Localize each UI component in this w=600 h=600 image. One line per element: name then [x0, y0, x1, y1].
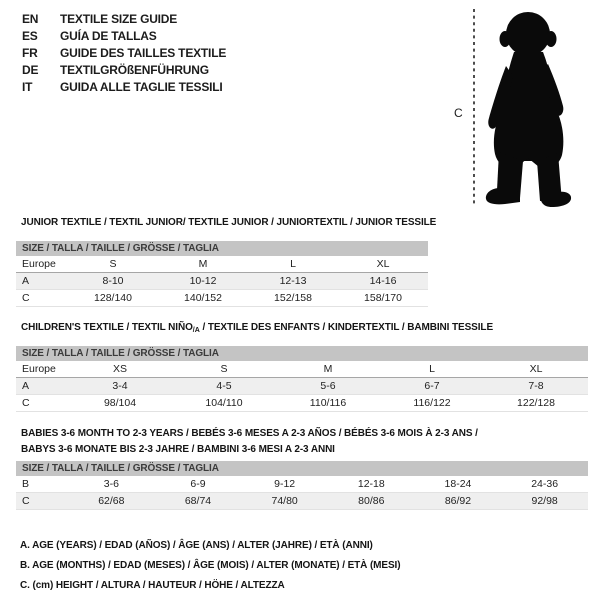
cell: 10-12	[158, 273, 248, 290]
table-row-europe	[16, 256, 428, 273]
cell: 140/152	[158, 290, 248, 307]
title-subscript: /A	[192, 327, 200, 334]
cell: M	[276, 361, 380, 378]
cell: 98/104	[68, 395, 172, 412]
language-row-de	[22, 61, 226, 78]
language-row-fr	[22, 45, 226, 62]
cell: 7-8	[484, 378, 588, 395]
cell: 116/122	[380, 395, 484, 412]
cell: XL	[338, 256, 428, 273]
cell: 14-16	[338, 273, 428, 290]
cell: 152/158	[248, 290, 338, 307]
row-label: A	[16, 378, 68, 395]
language-label: GUIDE DES TAILLES TEXTILE	[60, 45, 227, 60]
junior-size-table	[16, 241, 428, 307]
language-code: EN	[22, 12, 39, 27]
cell: L	[380, 361, 484, 378]
size-header-bar	[16, 241, 428, 256]
row-label: C	[16, 290, 68, 307]
height-measure-line	[472, 9, 476, 209]
size-header-bar	[16, 346, 588, 361]
cell: 6-7	[380, 378, 484, 395]
baby-head	[506, 12, 550, 56]
cell: XS	[68, 361, 172, 378]
table-row-months	[16, 476, 588, 493]
size-header-label: SIZE / TALLA / TAILLE / GRÖSSE / TAGLIA	[16, 346, 588, 361]
cell: 128/140	[68, 290, 158, 307]
cell: L	[248, 256, 338, 273]
cell: 110/116	[276, 395, 380, 412]
junior-table-title: JUNIOR TEXTILE / TEXTIL JUNIOR/ TEXTILE JUNIOR / JUNIORTEXTIL / JUNIOR TESSILE	[21, 217, 437, 228]
table-row-height	[16, 493, 588, 510]
footnote-c: C. (cm) HEIGHT / ALTURA / HAUTEUR / HÖHE / ALTEZZA	[20, 580, 285, 591]
cell: 74/80	[241, 493, 328, 510]
title-pre: CHILDREN'S TEXTILE / TEXTIL NIÑO	[21, 322, 193, 333]
row-label: C	[16, 395, 68, 412]
table-row-height	[16, 395, 588, 412]
measure-label-c: C	[454, 106, 463, 120]
footnote-a: A. AGE (YEARS) / EDAD (AÑOS) / ÂGE (ANS) / ALTER (JAHRE) / ETÀ (ANNI)	[20, 540, 373, 551]
table-row-age	[16, 273, 428, 290]
language-code: IT	[22, 79, 33, 94]
baby-right-foot	[540, 192, 571, 207]
language-code: FR	[22, 45, 38, 60]
cell: 12-18	[328, 476, 415, 493]
row-label: Europe	[16, 361, 68, 378]
cell: 122/128	[484, 395, 588, 412]
language-row-en	[22, 11, 226, 28]
cell: 3-6	[68, 476, 155, 493]
cell: 80/86	[328, 493, 415, 510]
cell: 68/74	[155, 493, 242, 510]
cell: 104/110	[172, 395, 276, 412]
language-code: DE	[22, 62, 39, 77]
babies-title-line1: BABIES 3-6 MONTH TO 2-3 YEARS / BEBÉS 3-6 MESES A 2-3 AÑOS / BÉBÉS 3-6 MOIS À 2-3 ANS /	[21, 428, 478, 439]
cell: 5-6	[276, 378, 380, 395]
footnote-b: B. AGE (MONTHS) / EDAD (MESES) / ÂGE (MOIS) / ALTER (MONATE) / ETÀ (MESI)	[20, 560, 401, 571]
table-row-age	[16, 378, 588, 395]
babies-title-line2: BABYS 3-6 MONATE BIS 2-3 JAHRE / BAMBINI 3-6 MESI A 2-3 ANNI	[21, 443, 335, 455]
row-label: A	[16, 273, 68, 290]
language-row-es	[22, 28, 226, 45]
language-label: GUÍA DE TALLAS	[60, 29, 157, 44]
cell: 12-13	[248, 273, 338, 290]
footnotes	[20, 536, 400, 596]
row-label: C	[16, 493, 68, 510]
cell: 86/92	[415, 493, 502, 510]
language-label: TEXTILE SIZE GUIDE	[60, 12, 178, 27]
children-size-table	[16, 346, 588, 412]
cell: XL	[484, 361, 588, 378]
children-table-title	[21, 322, 493, 334]
cell: 4-5	[172, 378, 276, 395]
cell: 158/170	[338, 290, 428, 307]
size-header-label: SIZE / TALLA / TAILLE / GRÖSSE / TAGLIA	[16, 241, 428, 256]
title-post: / TEXTILE DES ENFANTS / KINDERTEXTIL / BAMBINI TESSILE	[199, 322, 494, 333]
size-header-bar	[16, 461, 588, 476]
language-row-it	[22, 78, 226, 95]
cell: S	[172, 361, 276, 378]
table-row-europe	[16, 361, 588, 378]
cell: 18-24	[415, 476, 502, 493]
row-label: B	[16, 476, 68, 493]
row-label: Europe	[16, 256, 68, 273]
size-header-label: SIZE / TALLA / TAILLE / GRÖSSE / TAGLIA	[16, 461, 588, 476]
cell: 92/98	[501, 493, 588, 510]
baby-left-ear	[500, 31, 511, 47]
cell: 24-36	[501, 476, 588, 493]
language-guide	[22, 11, 226, 95]
cell: 8-10	[68, 273, 158, 290]
cell: 6-9	[155, 476, 242, 493]
language-code: ES	[22, 29, 38, 44]
baby-right-ear	[546, 31, 557, 47]
language-label: GUIDA ALLE TAGLIE TESSILI	[60, 79, 223, 94]
cell: 62/68	[68, 493, 155, 510]
cell: 3-4	[68, 378, 172, 395]
babies-table-title	[21, 426, 478, 458]
cell: 9-12	[241, 476, 328, 493]
cell: M	[158, 256, 248, 273]
language-label: TEXTILGRÖßENFÜHRUNG	[60, 62, 209, 77]
table-row-height	[16, 290, 428, 307]
cell: S	[68, 256, 158, 273]
babies-size-table	[16, 461, 588, 510]
baby-silhouette-icon	[484, 8, 574, 208]
